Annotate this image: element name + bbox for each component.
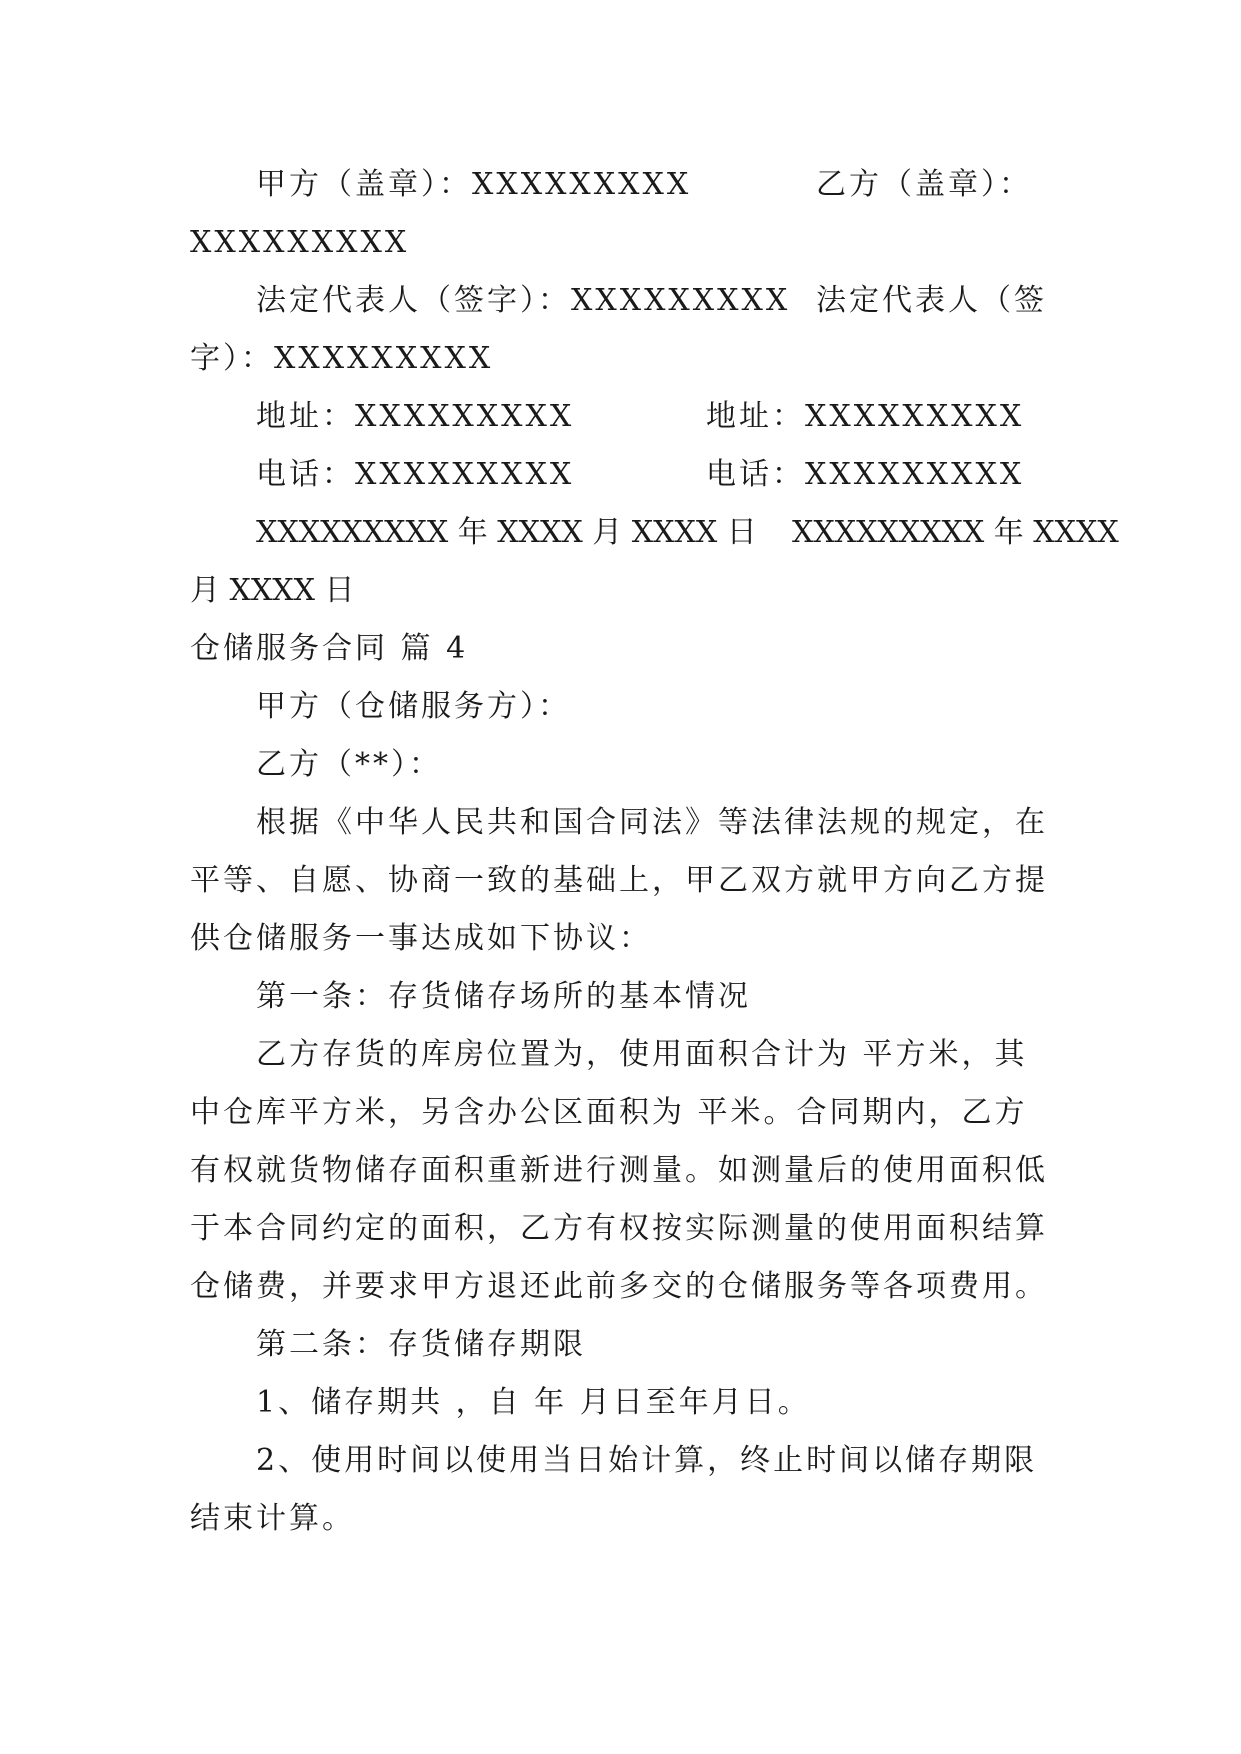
- article2-item-1: 1、储存期共 ，自 年 月日至年月日。: [256, 1385, 811, 1420]
- article2-item-2-line-1: 2、使用时间以使用当日始计算，终止时间以储存期限: [256, 1443, 1038, 1478]
- preamble-line-2: 平等、自愿、协商一致的基础上，甲乙双方就甲方向乙方提: [190, 863, 1048, 898]
- contract-heading: 仓储服务合同 篇 4: [190, 631, 469, 666]
- article1-title: 第一条：存货储存场所的基本情况: [256, 979, 751, 1014]
- party-b-seal: 乙方（盖章）：: [816, 167, 1032, 202]
- preamble-line-1: 根据《中华人民共和国合同法》等法律法规的规定，在: [256, 805, 1048, 840]
- article1-line-3: 有权就货物储存面积重新进行测量。如测量后的使用面积低: [190, 1153, 1048, 1188]
- party-a-line: 甲方（仓储服务方）：: [256, 689, 571, 724]
- preamble-line-3: 供仓储服务一事达成如下协议：: [190, 921, 652, 956]
- rep-row: [256, 272, 1126, 330]
- party-a-seal: 甲方（盖章）：XXXXXXXXX: [256, 167, 692, 202]
- article2-title: 第二条：存货储存期限: [256, 1327, 586, 1362]
- phone-a: 电话：XXXXXXXXX: [256, 457, 575, 492]
- date-b: XXXXXXXXX 年 XXXX: [792, 515, 1119, 550]
- article2-item-2-line-2: 结束计算。: [190, 1501, 355, 1536]
- party-b-seal-cont: XXXXXXXXX: [190, 225, 410, 260]
- article1-line-5: 仓储费，并要求甲方退还此前多交的仓储服务等各项费用。: [190, 1269, 1048, 1304]
- date-b-cont: 月 XXXX 日: [190, 573, 355, 608]
- rep-b: 法定代表人（签: [816, 283, 1047, 318]
- address-b: 地址：XXXXXXXXX: [706, 399, 1025, 434]
- phone-b: 电话：XXXXXXXXX: [706, 457, 1025, 492]
- article1-line-1: 乙方存货的库房位置为，使用面积合计为 平方米，其: [256, 1037, 1028, 1072]
- date-row: [256, 504, 1126, 562]
- rep-a: 法定代表人（签字）：XXXXXXXXX: [256, 283, 791, 318]
- rep-b-cont: 字）：XXXXXXXXX: [190, 341, 494, 376]
- seal-row: [256, 156, 1126, 214]
- address-a: 地址：XXXXXXXXX: [256, 399, 575, 434]
- phone-row: [256, 446, 1126, 504]
- party-b-line: 乙方（**）：: [256, 747, 442, 782]
- article1-line-4: 于本合同约定的面积，乙方有权按实际测量的使用面积结算: [190, 1211, 1048, 1246]
- address-row: [256, 388, 1126, 446]
- article1-line-2: 中仓库平方米，另含办公区面积为 平米。合同期内，乙方: [190, 1095, 1028, 1130]
- date-a: XXXXXXXXX 年 XXXX 月 XXXX 日: [256, 515, 757, 550]
